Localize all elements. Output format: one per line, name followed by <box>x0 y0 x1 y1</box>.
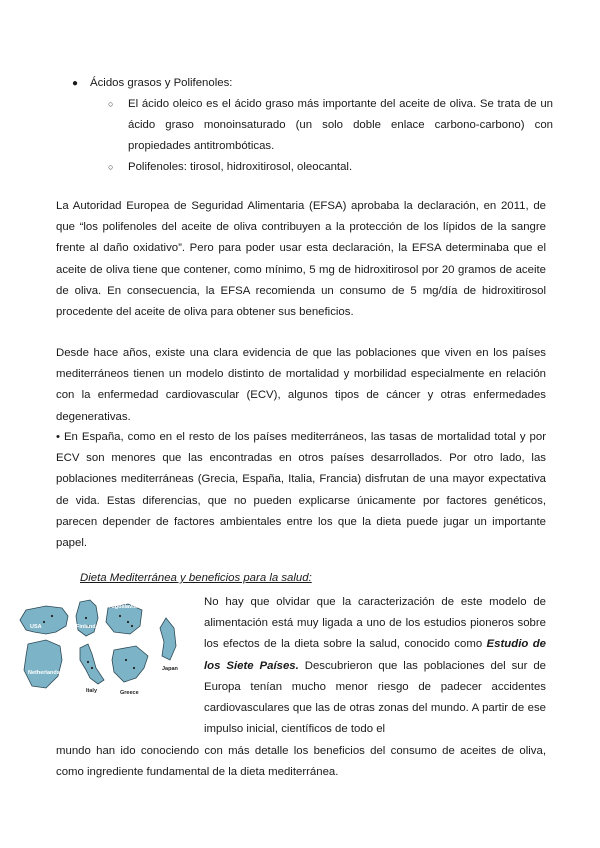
japan-shape <box>160 618 176 660</box>
usa-shape <box>20 606 68 634</box>
wrap-text-after: Descubrieron que las poblaciones del sur de Europa tenían mucho menor riesgo de padecer accidentes cardiovasculares que las de otras zonas del mundo. A partir de ese impulso inicial, científicos de todo el <box>204 659 547 736</box>
italy-shape <box>80 644 104 684</box>
section-heading: Dieta Mediterránea y beneficios para la salud: <box>80 572 312 584</box>
map-illustration <box>16 598 188 704</box>
wrap-text-before: No hay que olvidar que la caracterización de este modelo de alimentación está muy ligada a uno de los estudios pioneros sobre los efectos de la dieta sobre la salud, conocido como <box>204 596 546 651</box>
map-label-japan: Japan <box>162 666 178 672</box>
paragraph-efsa: La Autoridad Europea de Seguridad Alimentaria (EFSA) aprobaba la declaración, en 2011, de que “los polifenoles del aceite de oliva contribuyen a la protección de los lípidos de la sangre frente al daño oxidativo”. Pero para poder usar esta declaración, la EFSA determinaba que el aceite de oliva tiene que contener, como mínimo, 5 mg de hidroxitirosol por 20 gramos de aceite de oliva. En consecuencia, la EFSA recomienda un consumo de 5 mg/día de hidroxitirosol procedente del aceite de oliva para obtener sus beneficios. <box>56 200 546 319</box>
map-label-yugoslavia: Yugoslavia <box>108 604 137 610</box>
netherlands-shape <box>24 640 62 688</box>
map-label-usa: USA <box>30 624 42 630</box>
bullet-text: Ácidos grasos y Polifenoles: <box>90 77 233 89</box>
paragraph-spain-mortality: • En España, como en el resto de los países mediterráneos, las tasas de mortalidad total y por ECV son menores que las encontradas en otros países desarrollados. Por otro lado, las poblaciones mediterráneas (Grecia, España, Italia, Francia) disfrutan de una mayor expectativa de vida. Estas diferencias, que no pueden explicarse únicamente por factores genéticos, parecen depender de factores ambientales entre los que la dieta puede jugar un importante papel. <box>56 431 546 550</box>
sub-item-text: El ácido oleico es el ácido graso más importante del aceite de oliva. Se trata de un ácido graso monoinsaturado (un solo doble enlace carbono-carbono) con propiedades antitrombóticas. <box>128 98 553 152</box>
map-label-netherlands: Netherlands <box>28 670 60 676</box>
map-label-italy: Italy <box>86 688 98 694</box>
paragraph-continuation: mundo han ido conociendo con más detalle los beneficios del consumo de aceites de oliva, como ingrediente fundamental de la dieta mediterránea. <box>56 745 546 779</box>
wrapped-paragraph <box>204 592 546 740</box>
study-name: Estudio de los Siete Países. <box>204 638 546 672</box>
map-label-greece: Greece <box>120 690 139 696</box>
hollow-bullet-icon: ○ <box>108 99 114 109</box>
seven-countries-map <box>16 598 188 704</box>
sub-item-text: Polifenoles: tirosol, hidroxitirosol, oleocantal. <box>128 161 353 173</box>
paragraph-mediterranean-evidence: Desde hace años, existe una clara evidencia de que las poblaciones que viven en los países mediterráneos tienen un modelo distinto de mortalidad y morbilidad especialmente en relación con la enfermedad cardiovascular (ECV), algunos tipos de cáncer y otras enfermedades degenerativas. <box>56 347 546 423</box>
hollow-bullet-icon: ○ <box>108 162 114 172</box>
bullet-dot-icon: ● <box>72 78 79 89</box>
map-label-finland: Finland <box>76 624 96 630</box>
greece-shape <box>112 646 148 682</box>
